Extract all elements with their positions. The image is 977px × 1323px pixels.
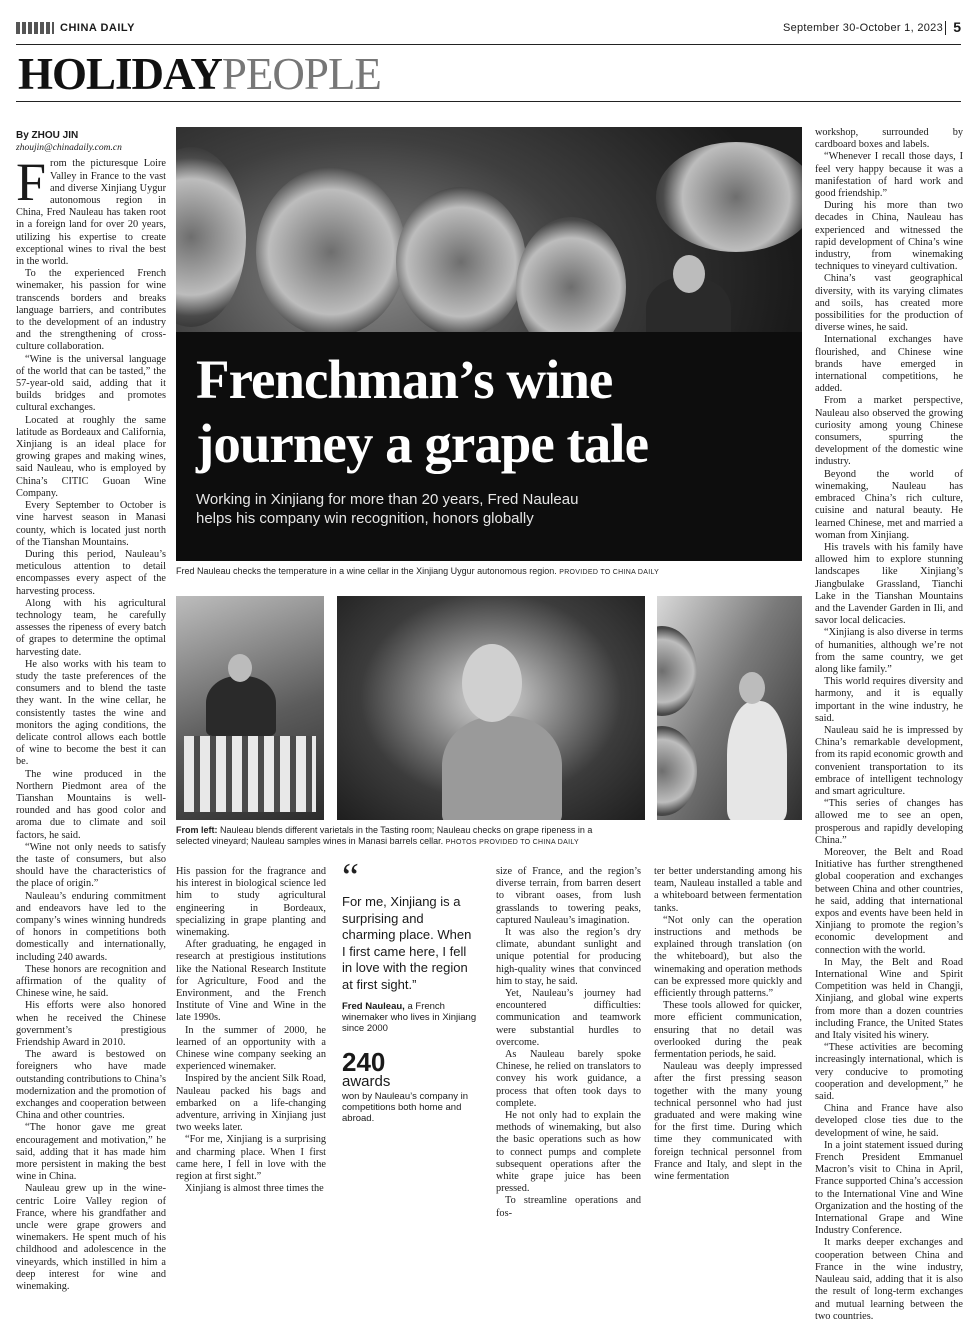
paragraph-text: He not only had to explain the methods of winemaking, but also the basic operations such as how to connect pumps and complete subsequent operations after the white grape juice has been pressed. <box>496 1110 641 1195</box>
person-face <box>673 255 705 293</box>
paragraph-text: To streamline operations and fos- <box>496 1195 641 1219</box>
headline-line-1: Frenchman’s wine <box>196 349 613 410</box>
hero-caption <box>176 566 802 578</box>
paragraph <box>815 676 963 725</box>
paragraph-text: “Wine is the universal language of the world that can be tasted,” the 57-year-old said, adding that it builds bridges and promotes cultural exchanges. <box>16 353 166 414</box>
chinese-seal-icon <box>16 22 54 34</box>
stat-label: awards <box>342 1073 391 1090</box>
paragraph <box>16 1183 166 1293</box>
paragraph-text: ter better understanding among his team, Nauleau installed a table and a whiteboard between fermentation tanks. <box>654 866 802 914</box>
paragraph <box>815 1103 963 1140</box>
paragraph <box>176 939 326 1024</box>
paragraph-text: “Not only can the operation instructions and methods be explained through translation (on the whiteboard), but also the winemaking and operation methods can be expressed more quickly and efficiently through patterns.” <box>654 914 802 1000</box>
paragraph <box>654 915 802 1000</box>
person-silhouette <box>727 701 787 820</box>
paragraph <box>815 200 963 273</box>
paragraph <box>496 988 641 1049</box>
photo-barrels-cellar <box>657 596 802 820</box>
paragraph <box>815 127 963 151</box>
paragraph-text: Every September to October is vine harvest season in Manasi county, which is located just north of the Tianshan Mountains. <box>16 500 166 548</box>
paragraph <box>16 842 166 891</box>
paragraph <box>815 469 963 542</box>
section-title <box>18 49 381 99</box>
headline <box>196 348 648 476</box>
person-silhouette <box>442 716 562 820</box>
pull-quote-attribution <box>342 1001 478 1034</box>
paragraph-text: It marks deeper exchanges and cooperation between China and France in the wine industry, Nauleau said, adding that it is also the result of long-term exchanges and mutual learning between the two countries. <box>815 1237 963 1322</box>
paragraph-text: His efforts were also honored when he received the Chinese government’s prestigious Friendship Award in 2010. <box>16 1000 166 1049</box>
paragraph <box>16 549 166 598</box>
paragraph <box>815 151 963 200</box>
paragraph-text: The award is bestowed on foreigners who have made outstanding contributions to China’s modernization and the promotion of exchanges and cooperation between China and other countries. <box>16 1049 166 1122</box>
barrel-image <box>657 626 697 716</box>
paragraph-text: “Whenever I recall those days, I feel very happy because it was a manifestation of hard work and good friendship.” <box>815 151 963 200</box>
paragraph-text: Nauleau’s enduring commitment and endeavors have led to the company’s wines winning hundreds of honors in competitions both domestically and internationally, including 240 awards. <box>16 890 166 963</box>
paragraph <box>176 1183 326 1195</box>
attribution-desc: a French winemaker who lives in Xinjiang since 2000 <box>342 1001 477 1034</box>
paragraph-text: “For me, Xinjiang is a surprising and charming place. When I first came here, I fell in love with the region at first sight.” <box>176 1134 326 1183</box>
paragraph-text: Located at roughly the same latitude as Bordeaux and California, Xinjiang is an ideal place for growing grapes and making wines, said Nauleau, who is employed by China’s CITIC Guoan Wine Company. <box>16 414 166 499</box>
quote-mark-icon: “ <box>342 856 359 898</box>
barrel-image <box>396 187 526 337</box>
person-face <box>739 672 765 704</box>
paragraph-text: “The honor gave me great encouragement and motivation,” he said, adding that it has made him more persistent in making the best wine in China. <box>16 1122 166 1183</box>
paragraph-text: After graduating, he engaged in research at prestigious institutions like the National Research Institute for Agriculture, Food and the Environment, and the French Institute of Vine and Wine in the late 1990s. <box>176 939 326 1024</box>
person-silhouette <box>206 676 276 736</box>
photo-row-credit: PHOTOS PROVIDED TO CHINA DAILY <box>445 839 580 846</box>
page-number: 5 <box>953 19 961 35</box>
paragraph <box>496 1049 641 1110</box>
photo-tasting-room <box>176 596 324 820</box>
paragraph-text: During his more than two decades in China, Nauleau has experienced and witnessed the rapid development of China’s wine industry, from winemaking techniques to vineyard cultivation. <box>815 200 963 273</box>
paragraph <box>496 1195 641 1219</box>
paragraph <box>176 866 326 939</box>
photo-row-caption <box>176 825 616 848</box>
article-column-2 <box>176 866 326 1195</box>
article-column-5 <box>815 127 963 1323</box>
paragraph-text: “This series of changes has allowed me to see an open, prosperous and rapidly developing China.” <box>815 798 963 846</box>
paragraph-text: During this period, Nauleau’s meticulous attention to detail encompasses every aspect of the harvesting process. <box>16 548 166 597</box>
paragraph <box>496 1110 641 1195</box>
paragraph <box>16 769 166 842</box>
paragraph-text: Yet, Nauleau’s journey had encountered difficulties: communication and teamwork were substantial hurdles to overcome. <box>496 988 641 1048</box>
stat-description: won by Nauleau’s company in competitions both home and abroad. <box>342 1091 469 1124</box>
barrel-image <box>656 142 802 252</box>
paragraph-text: “Wine not only needs to satisfy the taste of consumers, but also should have the characteristics of the place of origin.” <box>16 841 166 890</box>
issue-date: September 30-October 1, 2023 <box>782 22 943 34</box>
wine-bottles-image <box>184 736 316 812</box>
barrel-image <box>176 147 246 327</box>
paragraph <box>16 500 166 549</box>
paragraph-text: “Xinjiang is also diverse in terms of humanities, although we’re not from the same country, we get along like family.” <box>815 627 963 675</box>
paragraph <box>16 659 166 769</box>
paragraph-text: His travels with his family have allowed him to explore stunning landscapes like Xinjiang’s Jiangbulake Grassland, Tianchi Lake in the Tianshan Mountains and the Lavender Garden in Ili, and savor local delicacies. <box>815 541 963 627</box>
paragraph-text: Nauleau grew up in the wine-centric Loire Valley region of France, where his grandfather and uncle were grape growers and winemakers. He spent much of his childhood and adolescence in the vineyards, which instilled in him a deep interest for wine and winemaking. <box>16 1183 166 1293</box>
paragraph <box>815 542 963 627</box>
paragraph <box>176 1025 326 1074</box>
logo-text: CHINA DAILY <box>60 22 135 34</box>
paragraph-text: workshop, surrounded by cardboard boxes and labels. <box>815 127 963 151</box>
article-column-4 <box>654 866 802 1183</box>
paragraph <box>496 866 641 927</box>
hero-caption-text: Fred Nauleau checks the temperature in a wine cellar in the Xinjiang Uygur autonomous region. <box>176 566 557 576</box>
barrel-image <box>657 726 697 816</box>
paragraph <box>16 598 166 659</box>
paragraph-text: Nauleau said he is impressed by China’s remarkable development, from its rapid economic growth and convenient transportation to its embrace of intelligent technology and smart agriculture. <box>815 724 963 797</box>
paragraph-text: In May, the Belt and Road International Wine and Spirit Competition was held in Changji, Xinjiang, and global wine experts from more than a dozen countries including France, the United States and Italy visited his winery. <box>815 956 963 1042</box>
paragraph <box>496 927 641 988</box>
paragraph <box>815 1042 963 1103</box>
paragraph <box>815 847 963 957</box>
paragraph <box>815 1237 963 1322</box>
paragraph-text: These honors are recognition and affirmation of the quality of Chinese wine, he said. <box>16 963 166 1000</box>
stat-number: 240 <box>342 1047 386 1077</box>
paragraph <box>16 1049 166 1122</box>
photo-row-caption-text: Nauleau blends different varietals in the Tasting room; Nauleau checks on grape ripeness in a selected vineyard; Nauleau samples wines in Manasi barrels cellar. <box>176 825 593 846</box>
paragraph-text: As Nauleau barely spoke Chinese, he relied on translators to convey his work guidance, a process that often took days to complete. <box>496 1049 641 1109</box>
paragraph <box>815 957 963 1042</box>
paragraph <box>815 334 963 395</box>
paragraph-text: His passion for the fragrance and his interest in biological science led him to study agricultural engineering in Bordeaux, specializing in grape planting and winemaking. <box>176 866 326 939</box>
paragraph <box>16 964 166 1001</box>
paragraph-text: It was also the region’s dry climate, abundant sunlight and unique potential for producing high-quality wines that convinced him to stay, he said. <box>496 927 641 987</box>
paragraph <box>654 1061 802 1183</box>
pull-quote <box>342 856 478 1124</box>
paragraph <box>815 273 963 334</box>
paragraph <box>16 1000 166 1049</box>
barrel-image <box>256 167 406 337</box>
paragraph-text: In a joint statement issued during French President Emmanuel Macron’s visit to China in April, France supported China’s accession to the International Vine and Wine Organization and the hosting of the International Grape and Wine Industry Conference. <box>815 1139 963 1237</box>
hero-photo-credit: PROVIDED TO CHINA DAILY <box>559 569 660 576</box>
paragraph-text: Nauleau was deeply impressed after the first pressing season together with the many young technical personnel who had just graduated and were making wine for the first time. During which time they communicated with foreign technical personnel from France and Italy, and slept in the wine fermentation <box>654 1061 802 1183</box>
paragraph <box>16 268 166 353</box>
paragraph <box>16 1122 166 1183</box>
section-title-holiday: HOLIDAY <box>18 49 222 99</box>
headline-overlay <box>176 332 802 561</box>
paragraph-text: The wine produced in the Northern Piedmont area of the Tianshan Mountains is well-rounded and has good color and aroma due to climate and soil factors, he said. <box>16 768 166 841</box>
paragraph-text: Xinjiang is almost three times the <box>185 1183 324 1195</box>
paragraph <box>16 415 166 500</box>
subheadline <box>196 490 578 528</box>
paragraph <box>815 1140 963 1238</box>
paragraph <box>16 891 166 964</box>
drop-cap: F <box>16 152 47 213</box>
article-column-3 <box>496 866 641 1220</box>
pull-quote-text: For me, Xinjiang is a surprising and charming place. When I first came here, I fell in love with the region at first sight.” <box>342 894 472 992</box>
paragraph-text: Moreover, the Belt and Road Initiative has further strengthened global cooperation and exchanges between China and other countries, he said, adding that international expos and events have been held in Xinjiang to promote the region’s economic development and connection with the world. <box>815 846 963 956</box>
paragraph-text: Inspired by the ancient Silk Road, Nauleau packed his bags and embarked on a life-changing adventure, arriving in Xinjiang just two weeks later. <box>176 1073 326 1134</box>
paragraph <box>815 627 963 676</box>
paragraph-text: China’s vast geographical diversity, with its varying climates and soils, has created more possibilities for the production of diverse wines, he said. <box>815 273 963 334</box>
subheadline-line-2: helps his company win recognition, honors globally <box>196 510 534 527</box>
paragraph <box>654 1000 802 1061</box>
photo-vineyard <box>337 596 645 820</box>
caption-lead: From left: <box>176 825 218 835</box>
paragraph <box>815 395 963 468</box>
paragraph-text: size of France, and the region’s diverse terrain, from barren desert to vibrant oases, from lush grasslands to towering peaks, captured Nauleau’s imagination. <box>496 866 641 926</box>
author-email: zhoujin@chinadaily.com.cn <box>16 143 122 154</box>
paragraph <box>176 1134 326 1183</box>
paragraph-text: Along with his agricultural technology team, he carefully assesses the ripeness of every batch of grapes to determine the optimal harvesting date. <box>16 597 166 658</box>
paragraph-text: International exchanges have flourished, and Chinese wine brands have emerged in international competitions, he added. <box>815 334 963 395</box>
paragraph <box>16 354 166 415</box>
paragraph-text: Beyond the world of winemaking, Nauleau has embraced China’s rich culture, cuisine and natural beauty. He learned Chinese, met and married a woman from Xinjiang. <box>815 468 963 541</box>
hero-photo-wine-cellar <box>176 127 802 561</box>
paragraph-text: From a market perspective, Nauleau also observed the growing curiosity among young Chinese consumers, spurring the development of the domestic wine industry. <box>815 395 963 468</box>
paragraph <box>176 1073 326 1134</box>
person-face <box>228 654 252 682</box>
paragraph-text: “These activities are becoming increasingly international, which is very conducive to promoting cooperation and development,” he said. <box>815 1042 963 1103</box>
paragraph-text: This world requires diversity and harmony, and it is equally important in the wine industry, he said. <box>815 676 963 724</box>
byline: By ZHOU JIN <box>16 130 79 141</box>
paragraph-text: These tools allowed for quicker, more efficient communication, ensuring that no detail was overlooked during the peak fermentation periods, he said. <box>654 1000 802 1061</box>
section-rule <box>16 101 961 102</box>
china-daily-logo <box>16 22 135 34</box>
paragraph-text: To the experienced French winemaker, his passion for wine transcends borders and breaks language barriers, and contributes to the development of an industry and the strengthening of cross-culture collaboration. <box>16 268 166 353</box>
paragraph-text: rom the picturesque Loire Valley in France to the vast and diverse Xinjiang Uygur autonomous region in China, Fred Nauleau has taken root in a foreign land for over 20 years, utilizing his expertise to create exceptional wines to rival the best in the world. <box>16 158 166 268</box>
masthead <box>16 18 961 45</box>
paragraph-text: China and France have also developed close ties due to the development of wine, he said. <box>815 1103 963 1139</box>
paragraph <box>16 152 166 268</box>
paragraph-text: In the summer of 2000, he learned of an opportunity with a Chinese wine company seeking an experienced winemaker. <box>176 1024 326 1073</box>
subheadline-line-1: Working in Xinjiang for more than 20 years, Fred Nauleau <box>196 491 579 508</box>
person-face <box>462 644 522 722</box>
attribution-name: Fred Nauleau, <box>342 1001 405 1012</box>
paragraph-text: He also works with his team to study the taste preferences of the consumers and to blend the taste they want. In the wine cellar, he consistently tastes the wine and monitors the aging conditions, the delicate control allows each bottle of wine to become the best it can be. <box>16 658 166 768</box>
section-title-people: PEOPLE <box>221 49 381 99</box>
headline-line-2: journey a grape tale <box>196 413 648 474</box>
paragraph <box>815 725 963 798</box>
paragraph <box>815 798 963 847</box>
article-column-1 <box>16 130 166 1293</box>
paragraph <box>654 866 802 915</box>
